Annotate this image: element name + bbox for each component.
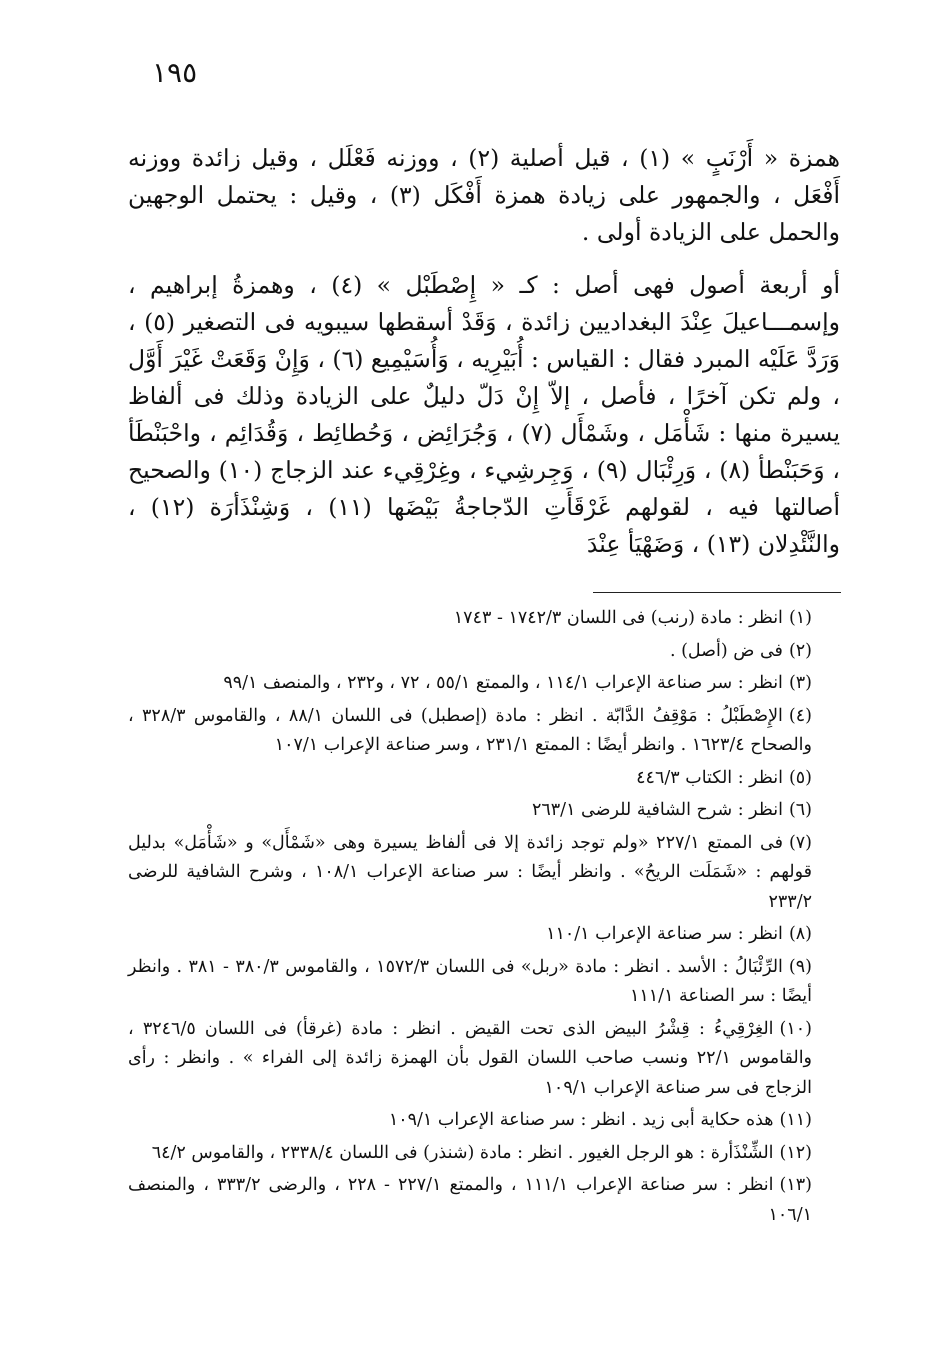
footnote (128, 796, 840, 826)
footnote (128, 702, 840, 761)
footnote-text: انظر : سر صناعة الإعراب ١١١/١ ، والممتع ٢٢٧/١ - ٢٢٨ ، والرضى ٣٣٣/٢ ، والمنصف ١٠٦/١ (128, 1175, 812, 1225)
footnote-text: الغِرْقِيءُ : قِشْرُ البيض الذى تحت القيض . انظر : مادة (غرقأ) فى اللسان ٣٢٤٦/٥ ، والقاموس ٢٢/١ ونسب صاحب اللسان القول بأن الهمزة زائدة إلى الفراء » . وانظر : رأى الزجاج فى سر صناعة الإعراب ١٠٩/١ (128, 1018, 813, 1098)
main-text (128, 140, 840, 563)
footnote-text: الرِّئْبَالُ : الأسد . انظر : مادة «ربل» فى اللسان ١٥٧٢/٣ ، والقاموس ٣٨٠/٣ - ٣٨١ . وانظر أيضًا : سر الصناعة ١١١/١ (128, 956, 812, 1006)
footnote (128, 920, 840, 950)
footnote-number: (١٢) (779, 1142, 812, 1163)
footnote (128, 1106, 840, 1136)
footnote (128, 953, 840, 1012)
footnote-number: (٣) (788, 673, 812, 693)
paragraph: أو أربعة أصول فهى أصل : كـ « إِصْطَبْل » (٤) ، وهمزةُ إبراهيم ، وإسمـــاعيلَ عِنْدَ البغداديين زائدة ، وَقَدْ أسقطها سيبويه فى التصغير (٥) ، وَرَدَّ عَلَيْه المبرد فقال : القياس : أُبَيْرِيه ، وَأُسَيْمِيع (٦) ، وَإِنْ وَقَعَتْ غَيْرَ أَوَّل ، ولم تكن آخرًا ، فأصل ، إلاّ إِنْ دَلّ دليلٌ على الزيادة وذلك فى ألفاظ يسيرة منها : شَأْمَل ، وشَمْأَل (٧) ، وَجُرَائِض ، وَحُطائِط ، وَقُدَائِم ، واحْبَنْطَأ ، وَحَبَنْطأ (٨) ، وَرِئْبَال (٩) ، وَجِرشِيء ، وغِرْقِيء عند الزجاج (١٠) والصحيح أصالتها فيه ، لقولهم غَرْقَأَتِ الدّجاجةُ بَيْضَها (١١) ، وَشِنْذَأرَة (١٢) ، والنَّئْدِلان (١٣) ، وَضَهْيَأ عِنْدَ (128, 271, 840, 558)
paragraph: همزة « أَرْنَبٍ » (١) ، قيل أصلية (٢) ، ووزنه فَعْلَل ، وقيل زائدة ووزنه أَفْعَل ، والجمهور على زيادة همزة أَفْكَل (٣) ، وقيل : يحتمل الوجهين والحمل على الزيادة أولى . (128, 144, 840, 246)
footnote-number: (١٣) (779, 1175, 812, 1195)
footnote-text: انظر : سر صناعة الإعراب ١١٠/١ (546, 924, 783, 944)
footnote-text: انظر : سر صناعة الإعراب ١١٤/١ ، والممتع ٥٥/١ ، ٧٢ ، و٢٣٢ ، والمنصف ٩٩/١ (223, 673, 783, 693)
footnote-text: فى ض (أصل) . (669, 640, 783, 661)
footnote-text: انظر : شرح الشافية للرضى ٢٦٣/١ (531, 800, 783, 820)
footnote (128, 1139, 840, 1169)
footnote-text: انظر : مادة (رنب) فى اللسان ١٧٤٢/٣ - ١٧٤٣ (453, 608, 783, 628)
footnote-text: انظر : الكتاب ٤٤٦/٣ (636, 767, 783, 788)
page-number: ١٩٥ (152, 56, 198, 89)
footnote-number: (٦) (788, 800, 812, 820)
footnote-text: فى الممتع ٢٢٧/١ «ولم توجد زائدة إلا فى ألفاظ يسيرة وهى «شَمْأَل» و «شَأْمَل» بدليل قولهم : «شَمَلَت الريحُ» . وانظر أيضًا : سر صناعة الإعراب ١٠٨/١ ، وشرح الشافية للرضى ٢٣٣/٢ (128, 832, 813, 912)
footnote-number: (١١) (779, 1110, 812, 1130)
footnote-text: الشِّنْذَأرة : هو الرجل الغيور . انظر : مادة (شنذر) فى اللسان ٢٣٣٨/٤ ، والقاموس ٦٤/٢ (151, 1142, 774, 1163)
footnote (128, 669, 840, 699)
footnotes (128, 604, 840, 1233)
footnote-text: هذه حكاية أبى زيد . انظر : سر صناعة الإعراب ١٠٩/١ (388, 1110, 774, 1130)
footnote (128, 829, 840, 918)
footnote-divider (593, 592, 841, 593)
footnote-text: الإِصْطَبْلُ : مَوْقِفُ الدَّابّة . انظر : مادة (إصطبل) فى اللسان ٨٨/١ ، والقاموس ٣٢٨/٣ ، والصحاح ١٦٢٣/٤ . وانظر أيضًا : الممتع ٢٣١/١ ، وسر صناعة الإعراب ١٠٧/١ (128, 705, 812, 755)
footnote-number: (٨) (788, 924, 812, 944)
footnote-number: (٧) (788, 832, 812, 853)
footnote-number: (٤) (788, 705, 812, 726)
footnote-number: (١٠) (779, 1018, 812, 1039)
footnote (128, 604, 840, 634)
footnote (128, 1015, 840, 1104)
footnote-number: (٢) (788, 640, 812, 661)
footnote (128, 637, 840, 667)
footnote-number: (١) (788, 608, 812, 628)
footnote (128, 1171, 840, 1230)
footnote-number: (٥) (788, 767, 812, 788)
footnote (128, 764, 840, 794)
footnote-number: (٩) (788, 956, 812, 977)
